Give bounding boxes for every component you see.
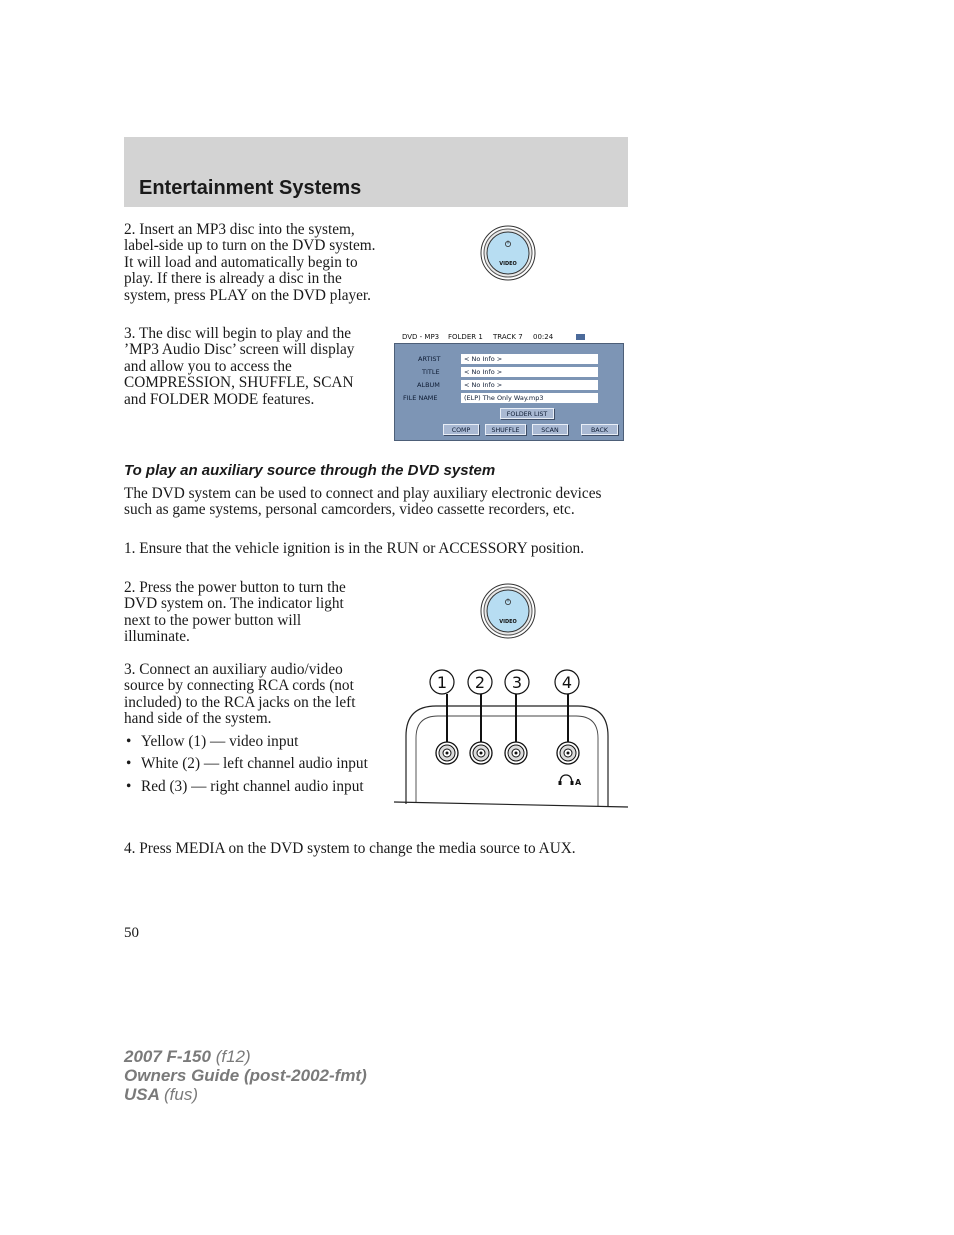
callout-number: 4 bbox=[561, 673, 573, 692]
mp3-step-3: 3. The disc will begin to play and the ’MP3 Audio Disc’ screen will display and allow you to access the COMPRESSION, SHUFFLE, SCAN and FOLDER MODE features. bbox=[124, 325, 355, 408]
power-button-illustration-bottom bbox=[478, 583, 538, 641]
footer-model-line bbox=[124, 1048, 251, 1066]
callout-4 bbox=[555, 670, 579, 694]
mp3-step-2: 2. Insert an MP3 disc into the system, label-side up to turn on the DVD system. It will load and automatically begin to play. If there is already a disc in the system, press PLAY on the DVD player. bbox=[124, 221, 376, 304]
video-label: VIDEO bbox=[499, 261, 517, 267]
screen-track: TRACK 7 bbox=[493, 333, 523, 341]
callout-1 bbox=[430, 670, 454, 694]
jack-3 bbox=[505, 742, 527, 764]
title-label: TITLE bbox=[422, 368, 440, 376]
folder-list-button: FOLDER LIST bbox=[500, 408, 554, 419]
artist-label: ARTIST bbox=[418, 355, 441, 363]
callout-number: 1 bbox=[436, 673, 448, 692]
artist-field: < No Info > bbox=[461, 354, 598, 364]
screen-folder: FOLDER 1 bbox=[448, 333, 483, 341]
callout-3 bbox=[505, 670, 529, 694]
callout-number: 2 bbox=[474, 673, 486, 692]
rca-jacks-illustration bbox=[392, 664, 630, 810]
shuffle-button: SHUFFLE bbox=[485, 424, 526, 435]
list-item: • Red (3) — right channel audio input bbox=[124, 779, 374, 795]
screen-body bbox=[394, 343, 624, 441]
aux-step-2: 2. Press the power button to turn the DVD system on. The indicator light next to the power button will illuminate. bbox=[124, 579, 346, 646]
scan-button: SCAN bbox=[532, 424, 568, 435]
section-title: Entertainment Systems bbox=[139, 177, 362, 199]
page-number: 50 bbox=[124, 925, 139, 941]
footer-model: 2007 F-150 bbox=[124, 1047, 211, 1066]
headphone-icon bbox=[559, 775, 574, 785]
play-icon bbox=[576, 334, 585, 340]
aux-step-3: 3. Connect an auxiliary audio/video source by connecting RCA cords (not included) to the RCA jacks on the left hand side of the system. bbox=[124, 661, 356, 728]
comp-button: COMP bbox=[443, 424, 479, 435]
jack-4-headphone bbox=[557, 742, 579, 764]
file-name-field: (ELP) The Only Way.mp3 bbox=[461, 393, 598, 403]
file-name-label: FILE NAME bbox=[403, 394, 438, 402]
callout-number: 3 bbox=[511, 673, 523, 692]
power-button-illustration-top bbox=[478, 225, 538, 283]
aux-step-4: 4. Press MEDIA on the DVD system to change the media source to AUX. bbox=[124, 840, 576, 857]
jack-2 bbox=[470, 742, 492, 764]
rca-color-list bbox=[124, 734, 374, 801]
aux-heading: To play an auxiliary source through the DVD system bbox=[124, 462, 496, 479]
list-item: • White (2) — left channel audio input bbox=[124, 756, 374, 772]
footer-market: USA bbox=[124, 1085, 160, 1104]
footer-guide-line: Owners Guide (post-2002-fmt) bbox=[124, 1066, 367, 1085]
aux-step-1: 1. Ensure that the vehicle ignition is in the RUN or ACCESSORY position. bbox=[124, 540, 585, 557]
back-button: BACK bbox=[581, 424, 618, 435]
jack-1 bbox=[436, 742, 458, 764]
headphone-channel-label: A bbox=[575, 778, 582, 787]
video-label: VIDEO bbox=[499, 619, 517, 625]
footer-market-code: (fus) bbox=[164, 1085, 198, 1104]
list-item: • Yellow (1) — video input bbox=[124, 734, 374, 750]
aux-intro: The DVD system can be used to connect and play auxiliary electronic devices such as game systems, personal camcorders, video cassette recorders, etc. bbox=[124, 485, 602, 519]
album-field: < No Info > bbox=[461, 380, 598, 390]
screen-status-bar bbox=[394, 330, 623, 344]
album-label: ALBUM bbox=[417, 381, 440, 389]
screen-mode: DVD - MP3 bbox=[402, 333, 440, 341]
mp3-audio-disc-screen bbox=[394, 330, 623, 440]
footer-model-code: (f12) bbox=[215, 1047, 251, 1066]
callout-2 bbox=[468, 670, 492, 694]
footer-market-line bbox=[124, 1086, 198, 1104]
screen-time: 00:24 bbox=[533, 333, 554, 341]
title-field: < No Info > bbox=[461, 367, 598, 377]
section-header bbox=[124, 137, 628, 207]
